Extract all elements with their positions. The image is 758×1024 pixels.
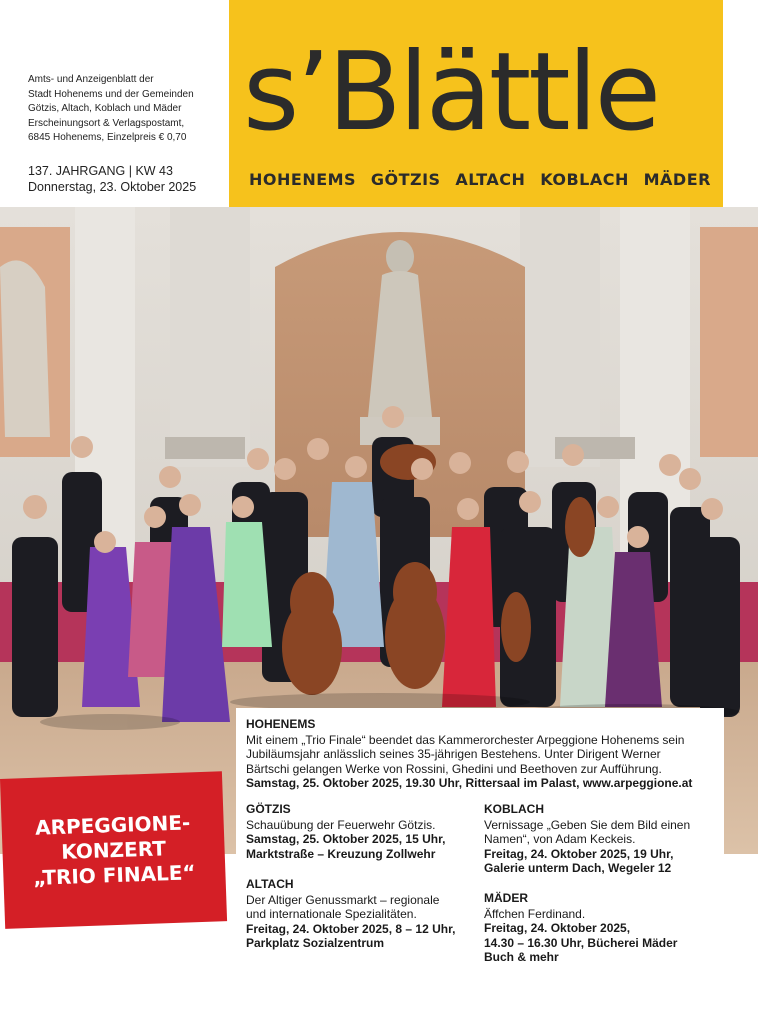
- datetime-line: Samstag, 25. Oktober 2025, 19.30 Uhr, Rittersaal im Palast, www.arpeggione.at: [246, 776, 693, 790]
- town-hohenems: HOHENEMS: [249, 170, 357, 189]
- event-location: HOHENEMS: [246, 717, 316, 731]
- description-line: Mit einem „Trio Finale“ beendet das Kammerorchester Arpeggione Hohenems sein: [246, 732, 685, 747]
- publication-info-line: Amts- und Anzeigenblatt der: [28, 74, 154, 85]
- description-line: Äffchen Ferdinand.: [484, 906, 586, 921]
- event-location: GÖTZIS: [246, 802, 291, 816]
- description-line: und internationale Spezialitäten.: [246, 907, 417, 921]
- datetime-line: Buch & mehr: [484, 950, 559, 964]
- event-description: [484, 907, 720, 922]
- event-goetzis: [246, 802, 476, 861]
- publication-info-line: 6845 Hohenems, Einzelpreis € 0,70: [28, 132, 187, 143]
- concert-badge: [0, 771, 227, 929]
- event-datetime: [246, 832, 476, 861]
- event-description: [246, 818, 476, 833]
- badge-line: ARPEGGIONE-: [34, 809, 191, 840]
- badge-line: KONZERT: [60, 835, 167, 864]
- publication-info-line: Erscheinungsort & Verlagspostamt,: [28, 117, 185, 129]
- event-description: [484, 818, 720, 847]
- event-description: [246, 893, 478, 922]
- issue-info: [28, 163, 196, 195]
- event-maeder: [484, 891, 720, 965]
- publication-info-line: Stadt Hohenems und der Gemeinden: [28, 88, 194, 100]
- badge-line: „TRIO FINALE“: [32, 859, 196, 890]
- events-panel: [236, 708, 724, 1024]
- description-line: Der Altiger Genussmarkt – regionale: [246, 892, 440, 907]
- event-datetime: [246, 922, 478, 951]
- description-line: Schauübung der Feuerwehr Götzis.: [246, 817, 436, 832]
- description-line: Namen“, von Adam Keckeis.: [484, 832, 636, 846]
- town-altach: ALTACH: [455, 170, 526, 189]
- issue-number: 137. JAHRGANG | KW 43: [28, 164, 173, 178]
- town-maeder: MÄDER: [643, 170, 711, 189]
- event-location: KOBLACH: [484, 802, 544, 816]
- datetime-line: Freitag, 24. Oktober 2025, 8 – 12 Uhr,: [246, 921, 456, 936]
- description-line: Bärtschi gelangen Werke von Rossini, Ghedini und Beethoven zur Aufführung.: [246, 761, 662, 776]
- event-koblach: [484, 802, 720, 876]
- datetime-line: Samstag, 25. Oktober 2025, 15 Uhr,: [246, 832, 446, 846]
- event-datetime: [484, 847, 720, 876]
- issue-date: Donnerstag, 23. Oktober 2025: [28, 180, 197, 194]
- event-location: ALTACH: [246, 877, 294, 891]
- event-hohenems: [246, 717, 721, 791]
- datetime-line: Freitag, 24. Oktober 2025, 19 Uhr,: [484, 846, 674, 861]
- datetime-line: Freitag, 24. Oktober 2025,: [484, 921, 631, 935]
- event-datetime: [484, 921, 720, 965]
- publication-info: [28, 73, 228, 146]
- town-list: [249, 170, 711, 189]
- description-line: Jubiläumsjahr anlässlich seines 35-jährigen Bestehens. Unter Dirigent Werner: [246, 747, 661, 761]
- description-line: Vernissage „Geben Sie dem Bild einen: [484, 817, 691, 832]
- magazine-title: s’Blättle: [243, 30, 659, 155]
- town-goetzis: GÖTZIS: [370, 170, 441, 189]
- event-location: MÄDER: [484, 891, 528, 905]
- datetime-line: Parkplatz Sozialzentrum: [246, 936, 385, 950]
- event-altach: [246, 877, 478, 951]
- event-datetime: [246, 776, 721, 791]
- datetime-line: Galerie unterm Dach, Wegeler 12: [484, 861, 672, 875]
- town-koblach: KOBLACH: [540, 170, 629, 189]
- datetime-line: 14.30 – 16.30 Uhr, Bücherei Mäder: [484, 935, 678, 950]
- datetime-line: Marktstraße – Kreuzung Zollwehr: [246, 846, 436, 861]
- event-description: [246, 733, 721, 777]
- publication-info-line: Götzis, Altach, Koblach und Mäder: [28, 103, 182, 114]
- masthead: [229, 0, 723, 216]
